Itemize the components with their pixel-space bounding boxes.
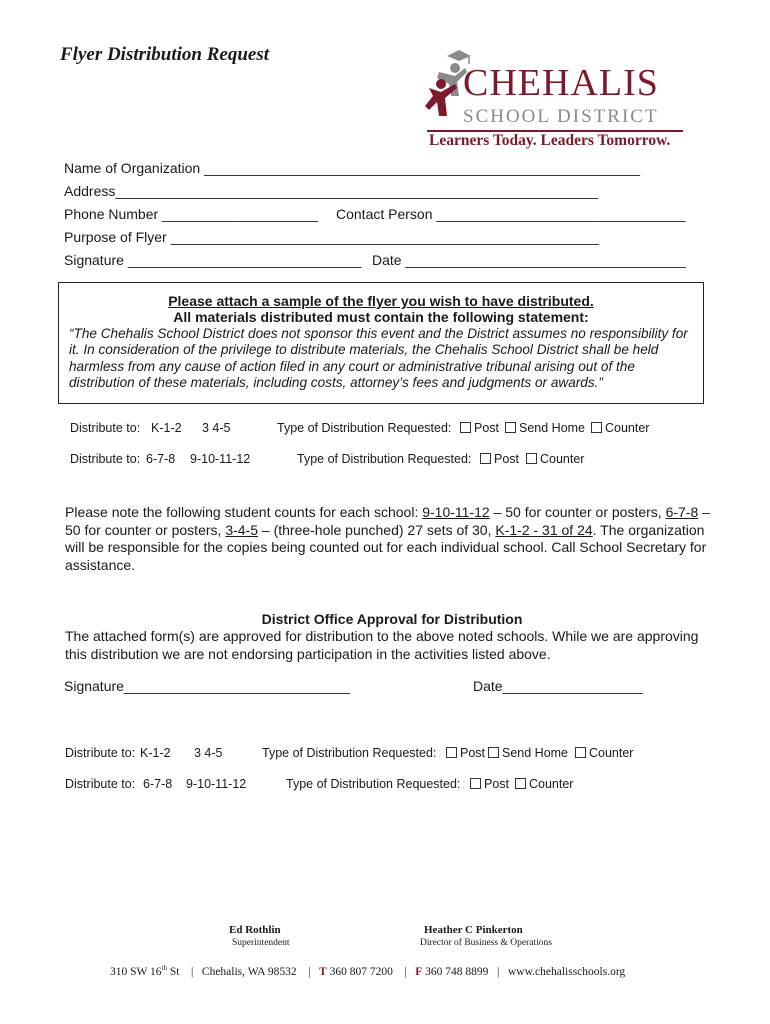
checkbox-icon[interactable] <box>488 747 499 758</box>
distribute-label: Distribute to: <box>65 746 136 760</box>
checkbox-icon[interactable] <box>470 778 481 789</box>
send-home-checkbox[interactable]: Send Home <box>488 746 568 760</box>
logo-tagline: Learners Today. Leaders Tomorrow. <box>429 132 671 149</box>
footer-city: Chehalis, WA 98532 <box>201 965 297 978</box>
counter-checkbox[interactable]: Counter <box>575 746 633 760</box>
checkbox-icon[interactable] <box>575 747 586 758</box>
page-title: Flyer Distribution Request <box>60 44 270 65</box>
distribute-label: Distribute to: <box>70 421 141 435</box>
approval-heading: District Office Approval for Distribution <box>261 611 523 627</box>
distribution-type-label: Type of Distribution Requested: <box>297 452 472 466</box>
organization-field[interactable]: Name of Organization ________________________________________________________ <box>64 160 641 176</box>
footer-website[interactable]: www.chehalisschools.org <box>507 965 626 978</box>
distribution-type-label: Type of Distribution Requested: <box>277 421 452 435</box>
distribute-label: Distribute to: <box>65 777 136 791</box>
superintendent-name: Ed Rothlin <box>229 924 281 936</box>
post-checkbox[interactable]: Post <box>470 777 509 791</box>
address-field[interactable]: Address______________________________________________________________ <box>64 183 599 199</box>
checkbox-icon[interactable] <box>591 422 602 433</box>
director-title: Director of Business & Operations <box>420 938 552 948</box>
notice-heading: Please attach a sample of the flyer you wish to have distributed. <box>168 293 594 309</box>
logo-name: CHEHALIS <box>463 62 659 104</box>
district-logo <box>425 46 685 152</box>
notice-box <box>58 282 704 404</box>
checkbox-icon[interactable] <box>480 453 491 464</box>
distribution-type-label: Type of Distribution Requested: <box>286 777 461 791</box>
post-checkbox[interactable]: Post <box>480 452 519 466</box>
footer-separator: | <box>497 965 500 978</box>
date-field[interactable]: Date ____________________________________ <box>372 252 686 268</box>
grade-9-12-option[interactable]: 9-10-11-12 <box>190 452 251 466</box>
signature-field[interactable]: Signature ______________________________ <box>64 252 362 268</box>
contact-person-field[interactable]: Contact Person ________________________________ <box>336 206 686 222</box>
approval-date-field[interactable]: Date__________________ <box>473 678 643 694</box>
checkbox-icon[interactable] <box>515 778 526 789</box>
footer-phone: T 360 807 7200 <box>319 965 393 978</box>
grade-9-12-option[interactable]: 9-10-11-12 <box>186 777 247 791</box>
counter-checkbox[interactable]: Counter <box>591 421 649 435</box>
purpose-field[interactable]: Purpose of Flyer _______________________________________________________ <box>64 229 599 245</box>
send-home-checkbox[interactable]: Send Home <box>505 421 585 435</box>
checkbox-icon[interactable] <box>446 747 457 758</box>
post-checkbox[interactable]: Post <box>460 421 499 435</box>
phone-field[interactable]: Phone Number ____________________ <box>64 206 318 222</box>
footer-address-bar <box>110 964 625 978</box>
director-name: Heather C Pinkerton <box>424 924 523 936</box>
distribution-type-label: Type of Distribution Requested: <box>262 746 437 760</box>
footer-fax: F 360 748 8899 <box>415 965 489 978</box>
checkbox-icon[interactable] <box>526 453 537 464</box>
logo-subname: SCHOOL DISTRICT <box>463 106 659 127</box>
grade-345-option[interactable]: 3 4-5 <box>202 421 231 435</box>
grade-345-option[interactable]: 3 4-5 <box>194 746 223 760</box>
notice-statement: “The Chehalis School District does not sponsor this event and the District assumes no responsibility for it. In consideration of the privilege to distribute materials, the Chehalis School District shall be held harmless from any cause of action filed in any court or administrative tribunal arising out of the distribution of these materials, including costs, attorney’s fees and judgments or awards.” <box>69 326 688 391</box>
approval-signature-field[interactable]: Signature_____________________________ <box>64 678 350 694</box>
footer-separator: | <box>190 965 194 978</box>
checkbox-icon[interactable] <box>460 422 471 433</box>
grade-k12-option[interactable]: K-1-2 <box>140 746 171 760</box>
counter-checkbox[interactable]: Counter <box>515 777 573 791</box>
notice-subheading: All materials distributed must contain the following statement: <box>173 309 589 325</box>
post-checkbox[interactable]: Post <box>446 746 485 760</box>
student-counts-note: Please note the following student counts for each school: 9-10-11-12 – 50 for counter or posters, 6-7-8 – 50 for counter or posters, 3-4-5 – (three-hole punched) 27 sets of 30, K-1-2 - 31 of 24. The organization will be responsible for the copies being counted out for each individual school. Call School Secretary for assistance. <box>65 504 710 573</box>
footer-street: 310 SW 16th St <box>110 964 180 978</box>
checkbox-icon[interactable] <box>505 422 516 433</box>
counter-checkbox[interactable]: Counter <box>526 452 584 466</box>
grade-678-option[interactable]: 6-7-8 <box>146 452 176 466</box>
distribute-label: Distribute to: <box>70 452 141 466</box>
grade-678-option[interactable]: 6-7-8 <box>143 777 173 791</box>
footer-separator: | <box>404 965 407 978</box>
approval-text: The attached form(s) are approved for distribution to the above noted schools. While we are approving this distribution we are not endorsing participation in the activities listed above. <box>65 628 699 662</box>
grade-k12-option[interactable]: K-1-2 <box>151 421 182 435</box>
superintendent-title: Superintendent <box>232 938 290 948</box>
footer-separator: | <box>308 965 311 978</box>
